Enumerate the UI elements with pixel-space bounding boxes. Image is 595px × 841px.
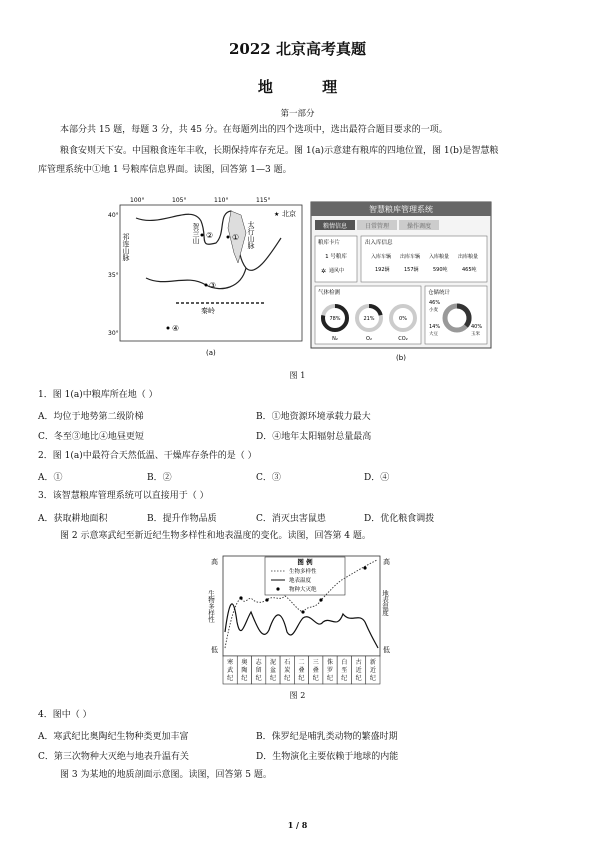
inout-header: 出入库信息 (365, 240, 393, 246)
lon-label-100: 100° (130, 197, 145, 204)
q4-option-d: D．生物演化主要依赖于地球的内能 (256, 752, 399, 762)
subject-heading: 地 理 (257, 78, 360, 96)
point-3-dot (205, 284, 208, 287)
period-label: 志 (255, 659, 262, 666)
extinction-point-2 (265, 598, 268, 601)
lon-label-110: 110° (214, 197, 229, 204)
fig2-high-right: 高 (383, 558, 390, 566)
inout-val-1: 192辆 (375, 267, 390, 273)
inout-col-3: 入库粮量 (429, 254, 450, 260)
gas-name: CO₂ (398, 336, 408, 342)
lat-label-40: 40° (108, 212, 119, 219)
period-label: 新 (369, 659, 376, 666)
lon-label-115: 115° (256, 197, 271, 204)
gas-name: N₂ (332, 336, 338, 342)
point-4-dot (167, 327, 170, 330)
granary-card-header: 粮库卡片 (318, 240, 341, 246)
part-heading: 第一部分 (280, 109, 315, 119)
extinction-point-5 (363, 566, 366, 569)
figure-1b-sublabel: (b) (396, 354, 406, 362)
q4-option-c: C．第三次物种大灭绝与地表升温有关 (38, 752, 189, 762)
legend-extinction: 物种大灭绝 (289, 587, 317, 593)
period-label: 炭 (284, 667, 291, 674)
lat-label-30: 30° (108, 330, 119, 337)
fig2-ylabel-right: 地表温度 (381, 590, 389, 616)
q1-stem: 1．图 1(a)中粮库所在地（ ） (38, 390, 158, 400)
period-label: 武 (227, 667, 234, 674)
storage-corn-pct: 40% (471, 324, 483, 330)
period-label: 纪 (369, 675, 376, 682)
q3-option-d: D．优化粮食调拨 (364, 514, 435, 524)
period-label: 白 (341, 659, 348, 666)
storage-wheat-name: 小麦 (429, 308, 438, 313)
document-title: 2022 北京高考真题 (229, 40, 366, 58)
q1-option-d: D．④地年太阳辐射总量最高 (256, 432, 372, 442)
fig2-low-right: 低 (383, 646, 390, 654)
storage-corn-name: 玉米 (471, 332, 480, 337)
lat-label-35: 35° (108, 272, 119, 279)
figure-2-chart (205, 552, 395, 687)
q4-stem: 4．图中（ ） (38, 710, 92, 720)
fig2-low-left: 低 (211, 646, 218, 654)
intro-line-3: 库管理系统中①地 1 号粮库信息界面。读图，回答第 1—3 题。 (38, 165, 292, 175)
point-3-label: ③ (209, 281, 217, 290)
tab-daily-management: 日常管理 (364, 223, 390, 230)
storage-soy-pct: 14% (429, 324, 441, 330)
gas-name: O₂ (366, 336, 372, 342)
period-label: 垩 (341, 667, 348, 674)
fig3-intro: 图 3 为某地的地质剖面示意图。读图，回答第 5 题。 (60, 770, 272, 780)
period-label: 寒 (227, 659, 234, 666)
inout-val-3: 590吨 (433, 267, 448, 273)
figure-1b-panel (309, 200, 494, 365)
q2-option-a: A．① (38, 473, 63, 483)
q2-option-d: D．④ (364, 473, 390, 483)
period-label: 纪 (312, 675, 319, 682)
place-qilian: 祁连山脉 (122, 233, 130, 261)
q3-option-c: C．消灭虫害鼠患 (256, 514, 326, 524)
tab-grain-info: 粮情信息 (322, 223, 348, 230)
period-label: 陶 (241, 667, 248, 674)
gas-pct: 0% (399, 316, 407, 322)
q1-option-c: C．冬至③地比④地昼更短 (38, 432, 144, 442)
figure-1a-map (106, 193, 306, 363)
fig2-ylabel-left: 生物多样性 (207, 590, 215, 623)
period-label: 纪 (255, 675, 262, 682)
place-taihang: 太行山脉 (247, 221, 255, 249)
inout-val-2: 157辆 (404, 267, 419, 273)
q3-option-a: A．获取耕地面积 (38, 514, 108, 524)
q4-option-a: A．寒武纪比奥陶纪生物种类更加丰富 (38, 732, 189, 742)
figure-2-caption: 图 2 (289, 691, 306, 700)
gas-header: 气体检测 (318, 290, 341, 296)
period-label: 近 (369, 667, 376, 674)
inout-val-4: 465吨 (462, 267, 477, 273)
period-label: 罗 (327, 667, 334, 674)
fig2-legend-title: 图 例 (297, 558, 313, 566)
extinction-point-1 (239, 596, 242, 599)
intro-line-2: 粮食安则天下安。中国粮食连年丰收，长期保持库存充足。图 1(a)示意建有粮库的四地位置，图 1(b)是智慧粮 (60, 146, 499, 156)
place-qinling: 秦岭 (201, 307, 215, 315)
figure-1a-sublabel: (a) (206, 349, 216, 357)
q4-option-b: B．侏罗纪是哺乳类动物的繁盛时期 (256, 732, 398, 742)
period-label: 二 (298, 659, 305, 666)
inout-col-1: 入库车辆 (371, 254, 392, 260)
point-1-label: ① (232, 233, 240, 242)
period-label: 纪 (341, 675, 348, 682)
point-4-label: ④ (172, 324, 180, 333)
period-label: 古 (355, 659, 362, 666)
inout-col-2: 出库车辆 (400, 254, 421, 260)
q2-option-b: B．② (147, 473, 172, 483)
period-label: 纪 (269, 675, 276, 682)
inout-col-4: 出库粮量 (458, 254, 479, 260)
q3-stem: 3．该智慧粮库管理系统可以直接用于（ ） (38, 491, 209, 501)
period-label: 奥 (241, 659, 248, 666)
q1-option-a: A．均位于地势第二级阶梯 (38, 412, 144, 422)
legend-biodiversity: 生物多样性 (289, 569, 317, 575)
period-label: 纪 (227, 675, 234, 682)
period-label: 三 (312, 659, 319, 666)
period-label: 留 (255, 667, 262, 674)
period-label: 石 (284, 659, 291, 666)
place-beijing: 北京 (282, 210, 296, 218)
q3-option-b: B．提升作物品质 (147, 514, 217, 524)
fig2-intro: 图 2 示意寒武纪至新近纪生物多样性和地表温度的变化。读图，回答第 4 题。 (60, 531, 371, 541)
point-1-dot (227, 236, 230, 239)
granary-name: 1 号粮库 (325, 254, 347, 260)
intro-line-1: 本部分共 15 题，每题 3 分，共 45 分。在每题列出的四个选项中，选出最符合题目要求的一项。 (60, 125, 448, 135)
panel-title: 智慧粮库管理系统 (369, 205, 433, 214)
fig2-high-left: 高 (211, 558, 218, 566)
legend-temperature: 地表温度 (289, 578, 312, 584)
beijing-star-icon: ★ (274, 211, 280, 218)
q1-option-b: B．①地资源环境承载力最大 (256, 412, 371, 422)
period-label: 近 (355, 667, 362, 674)
period-label: 侏 (327, 659, 334, 666)
period-label: 盆 (269, 667, 276, 674)
lon-label-105: 105° (172, 197, 187, 204)
period-label: 纪 (284, 675, 291, 682)
legend-extinction-swatch (276, 587, 279, 590)
q2-stem: 2．图 1(a)中最符合天然低温、干燥库存条件的是（ ） (38, 451, 257, 461)
extinction-point-3 (301, 610, 304, 613)
figure-1-caption: 图 1 (289, 371, 306, 380)
period-label: 泥 (269, 659, 276, 666)
period-label: 纪 (298, 675, 305, 682)
tab-operation-dispatch: 操作调度 (406, 223, 432, 230)
point-2-dot (201, 234, 204, 237)
page-number: 1 / 8 (287, 820, 308, 830)
storage-wheat-pct: 46% (429, 300, 441, 306)
period-label: 纪 (327, 675, 334, 682)
storage-header: 仓储统计 (428, 290, 451, 296)
fan-icon: ✲ (321, 268, 327, 275)
granary-status: 通风中 (329, 268, 345, 274)
q2-option-c: C．③ (256, 473, 281, 483)
period-label: 纪 (355, 675, 362, 682)
period-axis (223, 656, 380, 684)
place-helan: 贺兰山 (192, 223, 200, 244)
period-label: 叠 (298, 667, 305, 674)
storage-soy-name: 大豆 (429, 332, 438, 337)
point-2-label: ② (206, 231, 214, 240)
period-label: 叠 (312, 667, 319, 674)
gas-pct: 21% (363, 316, 375, 322)
extinction-point-4 (319, 598, 322, 601)
period-label: 纪 (241, 675, 248, 682)
gas-pct: 78% (329, 316, 341, 322)
